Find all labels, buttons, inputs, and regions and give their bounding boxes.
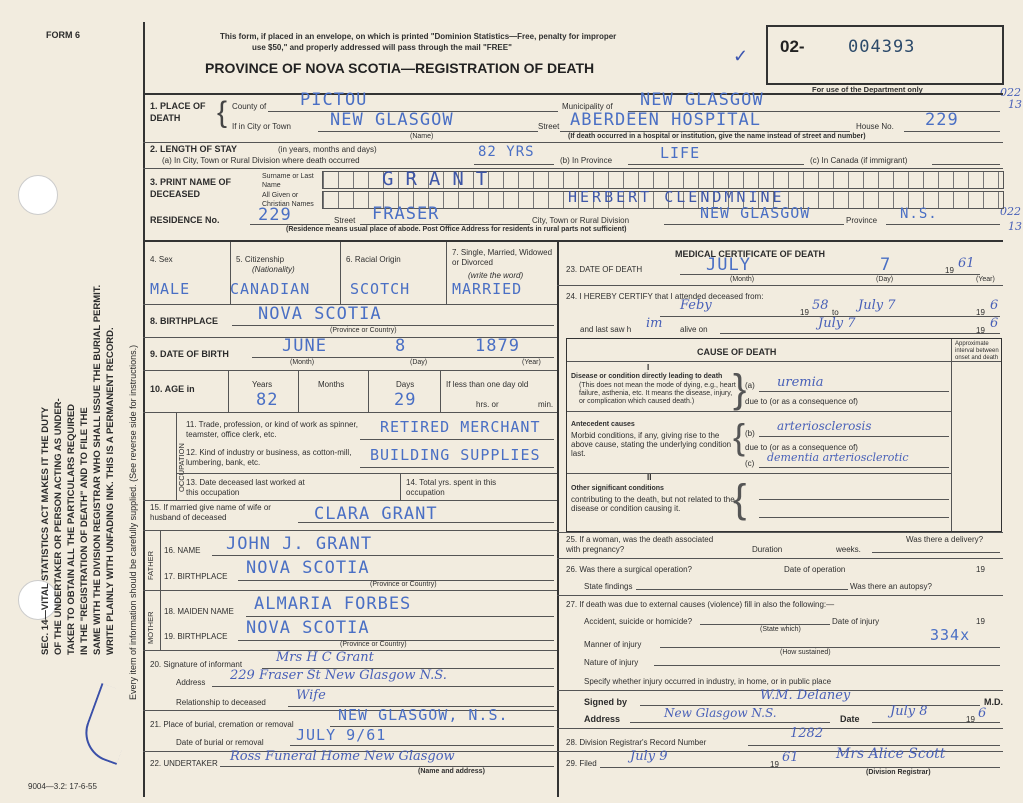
cause-b-value: arteriosclerosis [777, 419, 872, 433]
alive-on-label: alive on [680, 325, 708, 334]
q27-label: 27. If death was due to external causes (violence) fill in also the following:— [566, 600, 835, 609]
burial-place-label: 21. Place of burial, cremation or removal [150, 720, 294, 729]
relationship-value: Wife [296, 688, 326, 703]
informant-signature-label: 20. Signature of informant [150, 660, 243, 669]
antecedent-label: Antecedent causes [571, 421, 635, 428]
side-text-1: SEC. 14—VITAL STATISTICS ACT MAKES IT THE DUTY [40, 406, 51, 655]
header-note-1: This form, if placed in an envelope, on which is printed "Dominion Statistics—Free, penalty for improper [220, 32, 617, 41]
department-prefix: 02- [780, 37, 805, 56]
margin-code-4: 13 [1008, 220, 1022, 233]
city-value: NEW GLASGOW [330, 110, 454, 130]
attended-to-label: to [832, 308, 839, 317]
part-ii-label: II [647, 473, 652, 482]
age-label: 10. AGE in [150, 384, 195, 394]
margin-code-1: 022 [1000, 86, 1021, 99]
municipality-label: Municipality of [562, 102, 613, 111]
margin-code-3: 022 [1000, 205, 1021, 218]
dob-year-caption: (Year) [522, 359, 541, 366]
signed-by-label: Signed by [584, 697, 628, 707]
ink-tick-mark: ✓ [733, 46, 749, 66]
department-box [766, 25, 1004, 85]
residence-city-label: City, Town or Rural Division [532, 216, 630, 225]
other-conditions-label: Other significant conditions [571, 485, 664, 492]
accident-label: Accident, suicide or homicide? [584, 617, 693, 626]
mother-birthplace-value: NOVA SCOTIA [246, 618, 370, 638]
interval-caption: Approximate interval between onset and death [955, 341, 999, 361]
citizenship-label: 5. Citizenship [236, 255, 285, 264]
cause-heading: CAUSE OF DEATH [697, 347, 777, 357]
racial-origin-value: SCOTCH [350, 280, 411, 298]
registrar-signature: Mrs Alice Scott [836, 746, 946, 762]
stay-canada-label: (c) In Canada (if immigrant) [810, 156, 908, 165]
age-years-value: 82 [256, 390, 279, 410]
mother-name-value: ALMARIA FORBES [254, 594, 412, 614]
father-birthplace-label: 17. BIRTHPLACE [164, 572, 228, 581]
date-label: Date [840, 714, 860, 724]
city-name-caption: (Name) [410, 133, 434, 140]
street-label: Street [538, 122, 560, 131]
occupation-side-label: OCCUPATION [177, 443, 186, 492]
q28-label: 28. Division Registrar's Record Number [566, 738, 707, 747]
manner-label: Manner of injury [584, 640, 642, 649]
citizenship-caption: (Nationality) [252, 265, 295, 274]
marital-caption: (write the word) [468, 271, 524, 280]
stay-city-label: (a) In City, Town or Rural Division where death occurred [162, 156, 360, 165]
father-name-label: 16. NAME [164, 546, 201, 555]
given-names-caption: All Given or Christian Names [262, 192, 314, 208]
length-of-stay-label: 2. LENGTH OF STAY [150, 144, 238, 154]
relationship-label: Relationship to deceased [176, 698, 266, 707]
delivery-label: Was there a delivery? [906, 535, 984, 544]
surname-value: GRANT [382, 168, 500, 190]
residence-province-label: Province [846, 216, 878, 225]
disease-note: (This does not mean the mode of dying, e.g., heart failure, asthenia, etc. It means the disease, injury, or complication which caused death.) [579, 382, 736, 405]
burial-place-value: NEW GLASGOW, N.S. [338, 706, 509, 724]
state-which-caption: (State which) [760, 626, 801, 633]
place-of-death-label: 1. PLACE OF DEATH [150, 101, 206, 123]
undertaker-label: 22. UNDERTAKER [150, 759, 218, 768]
side-text-4: IN THE "REGISTRATION OF DEATH" AND TO FILE THE [79, 407, 90, 655]
alive-on-date: July 7 [818, 316, 856, 331]
spouse-label: 15. If married give name of wife or husband of deceased [150, 503, 271, 522]
occupation-12-label: 12. Kind of industry or business, as cotton-mill, lumbering, bank, etc. [186, 448, 352, 467]
undertaker-caption: (Name and address) [418, 768, 485, 775]
punch-hole-top [18, 175, 58, 215]
residence-no-value: 229 [258, 205, 292, 225]
municipality-value: NEW GLASGOW [640, 90, 764, 110]
form-number: FORM 6 [46, 30, 81, 40]
citizenship-value: CANADIAN [230, 280, 311, 298]
dob-year-value: 1879 [475, 336, 520, 356]
stay-province-label: (b) In Province [560, 156, 613, 165]
occupation-12-value: BUILDING SUPPLIES [370, 446, 541, 464]
attended-from-year-prefix: 19 [800, 308, 809, 317]
dod-day-value: 7 [880, 255, 892, 275]
filed-year-value: 61 [782, 750, 799, 765]
md-label: M.D. [984, 697, 1003, 707]
side-text-5: SAME WITH THE DIVISION REGISTRAR WHO SHALL ISSUE THE BURIAL PERMIT. [92, 284, 103, 655]
alive-year-suffix: 6 [990, 316, 999, 331]
house-label: House No. [856, 122, 894, 131]
side-text-2: OF THE UNDERTAKER OR PERSON ACTING AS UNDER- [53, 398, 64, 655]
cause-b-label: (b) [745, 429, 755, 438]
injury-date-label: Date of injury [832, 617, 880, 626]
brace: { [217, 96, 228, 129]
marital-value: MARRIED [452, 280, 523, 298]
part-i-label: I [647, 363, 650, 372]
father-birthplace-value: NOVA SCOTIA [246, 558, 370, 578]
cause-c-label: (c) [745, 459, 755, 468]
age-months-label: Months [318, 380, 345, 389]
age-note: If less than one day old [446, 380, 529, 389]
city-label: If in City or Town [232, 122, 291, 131]
cause-a-label: (a) [745, 381, 755, 390]
signed-by-value: W.M. Delaney [760, 688, 851, 703]
duration-label: Duration [752, 545, 783, 554]
hrs-label: hrs. or [476, 400, 499, 409]
due-to-a: due to (or as a consequence of) [745, 397, 858, 406]
racial-origin-label: 6. Racial Origin [346, 255, 401, 264]
attended-to-year: 6 [990, 298, 999, 313]
department-number: 004393 [848, 37, 916, 57]
address-value: New Glasgow N.S. [664, 706, 777, 720]
record-number-value: 1282 [790, 726, 824, 741]
mother-side-label: MOTHER [146, 611, 155, 644]
cause-of-death-box [566, 338, 1002, 532]
occupation-14-label: 14. Total yrs. spent in this occupation [406, 478, 497, 497]
date-year-prefix: 19 [966, 715, 975, 724]
dob-month-caption: (Month) [290, 359, 315, 366]
brace: } [733, 367, 747, 411]
undertaker-value: Ross Funeral Home New Glasgow [230, 749, 455, 764]
dod-year-caption: (Year) [976, 276, 995, 283]
brace: { [733, 416, 746, 457]
birthplace-value: NOVA SCOTIA [258, 304, 382, 324]
occupation-13-label: 13. Date deceased last worked at this occupation [186, 478, 305, 497]
attended-from-month: Feby [680, 298, 712, 313]
cause-c-value: dementia arteriosclerotic [767, 451, 909, 464]
specify-label: Specify whether injury occurred in industry, in home, or in public place [584, 677, 832, 686]
mother-name-label: 18. MAIDEN NAME [164, 607, 234, 616]
date-value: July 8 [890, 704, 928, 719]
injury-year-prefix: 19 [976, 617, 985, 626]
informant-signature: Mrs H C Grant [276, 650, 374, 665]
stay-province-value: LIFE [660, 144, 701, 162]
due-to-b: due to (or as a consequence of) [745, 443, 858, 452]
punch-hole-bottom [18, 580, 58, 620]
form-left-border [143, 22, 145, 797]
father-side-label: FATHER [146, 550, 155, 580]
address-label: Address [584, 714, 621, 724]
attended-to-year-prefix: 19 [976, 308, 985, 317]
occupation-11-value: RETIRED MERCHANT [380, 418, 541, 436]
county-label: County of [232, 102, 267, 111]
dod-month-caption: (Month) [730, 276, 755, 283]
birthplace-label: 8. BIRTHPLACE [150, 316, 219, 326]
department-note: For use of the Department only [812, 85, 923, 94]
cause-a-value: uremia [777, 375, 824, 390]
residence-street-value: FRASER [372, 204, 440, 224]
dob-day-value: 8 [395, 336, 407, 356]
residence-note: (Residence means usual place of abode. Post Office Address for residents in rural parts not sufficient) [286, 226, 627, 233]
disease-label: Disease or condition directly leading to death [571, 373, 723, 380]
date-of-death-label: 23. DATE OF DEATH [566, 265, 643, 274]
filed-year-prefix: 19 [770, 760, 779, 769]
last-saw-label: and last saw h [580, 325, 632, 334]
last-saw-fill: im [646, 316, 663, 331]
residence-street-label: Street [334, 216, 356, 225]
other-conditions-note: contributing to the death, but not related to the disease or condition causing it. [571, 495, 735, 513]
occupation-11-label: 11. Trade, profession, or kind of work as spinner, teamster, office clerk, etc. [186, 420, 358, 439]
father-name-value: JOHN J. GRANT [226, 534, 373, 554]
length-of-stay-sub: (in years, months and days) [278, 145, 377, 154]
dod-year-suffix: 61 [958, 256, 975, 271]
informant-address: 229 Fraser St New Glasgow N.S. [230, 668, 447, 683]
sex-label: 4. Sex [150, 255, 173, 264]
street-value: ABERDEEN HOSPITAL [570, 110, 761, 130]
date-of-birth-label: 9. DATE OF BIRTH [150, 349, 229, 359]
residence-province-value: N.S. [900, 206, 938, 222]
burial-date-label: Date of burial or removal [176, 738, 264, 747]
birthplace-caption: (Province or Country) [330, 327, 397, 334]
residence-label: RESIDENCE No. [150, 215, 220, 225]
side-text-6: WRITE PLAINLY WITH UNFADING INK. THIS IS A PERMANENT RECORD. [105, 327, 116, 655]
rule [143, 93, 1003, 95]
how-sustained-caption: (How sustained) [780, 649, 831, 656]
medical-heading: MEDICAL CERTIFICATE OF DEATH [675, 249, 825, 259]
manner-code: 334x [930, 626, 971, 644]
q26-label: 26. Was there a surgical operation? [566, 565, 692, 574]
hospital-note: (If death occurred in a hospital or institution, give the name instead of street and number) [568, 133, 866, 140]
side-text-3: TAKER TO OBTAIN ALL THE PARTICULARS REQUIRED [66, 403, 77, 655]
date-year-suffix: 6 [978, 706, 987, 721]
county-value: PICTOU [300, 90, 368, 110]
house-value: 229 [925, 110, 959, 130]
dod-day-caption: (Day) [876, 276, 894, 283]
given-names-value: HERBERT CLENDMNINE [568, 188, 785, 206]
marital-status-label: 7. Single, Married, Widowed or Divorced [452, 248, 553, 267]
surname-caption: Surname or Last Name [262, 173, 314, 189]
attended-to-date: July 7 [858, 298, 896, 313]
spouse-value: CLARA GRANT [314, 504, 438, 524]
stay-city-value: 82 YRS [478, 144, 535, 160]
dob-month-value: JUNE [282, 336, 327, 356]
residence-city-value: NEW GLASGOW [700, 204, 811, 222]
print-name-label: 3. PRINT NAME OF DECEASED [150, 177, 232, 199]
q29-label: 29. Filed [566, 759, 597, 768]
dod-month-value: JULY [706, 255, 751, 275]
mother-birthplace-label: 19. BIRTHPLACE [164, 632, 228, 641]
attended-from-year: 58 [812, 298, 829, 313]
dob-day-caption: (Day) [410, 359, 428, 366]
header-note-2: use $50," and properly addressed will pass through the mail "FREE" [252, 43, 512, 52]
margin-code-2: 13 [1008, 98, 1022, 111]
side-text-7: Every item of information should be carefully supplied. (See reverse side for instructions.) [128, 344, 138, 700]
operation-year-prefix: 19 [976, 565, 985, 574]
antecedent-note: Morbid conditions, if any, giving rise to the above cause, stating the underlying condition last. [571, 431, 732, 458]
min-label: min. [538, 400, 554, 409]
age-days-value: 29 [394, 390, 417, 410]
form-code: 9004—3.2: 17-6-55 [28, 782, 97, 791]
father-birthplace-caption: (Province or Country) [370, 581, 437, 588]
weeks-label: weeks. [836, 545, 861, 554]
q25-label: 25. If a woman, was the death associated with pregnancy? [566, 535, 714, 554]
age-days-label: Days [396, 380, 415, 389]
nature-label: Nature of injury [584, 658, 639, 667]
informant-address-label: Address [176, 678, 206, 687]
burial-date-value: JULY 9/61 [296, 726, 387, 744]
alive-year-prefix: 19 [976, 326, 985, 335]
registrar-caption: (Division Registrar) [866, 769, 931, 776]
form-title: PROVINCE OF NOVA SCOTIA—REGISTRATION OF DEATH [205, 60, 595, 76]
certify-label: 24. I HEREBY CERTIFY that I attended deceased from: [566, 292, 764, 301]
age-years-label: Years [252, 380, 273, 389]
center-divider [557, 240, 559, 797]
mother-birthplace-caption: (Province or Country) [340, 641, 407, 648]
filed-date-value: July 9 [630, 749, 668, 764]
brace: { [733, 477, 747, 521]
sex-value: MALE [150, 280, 191, 298]
state-findings-label: State findings [584, 582, 633, 591]
dod-year-prefix: 19 [945, 266, 954, 275]
autopsy-label: Was there an autopsy? [850, 582, 932, 591]
operation-date-label: Date of operation [784, 565, 846, 574]
